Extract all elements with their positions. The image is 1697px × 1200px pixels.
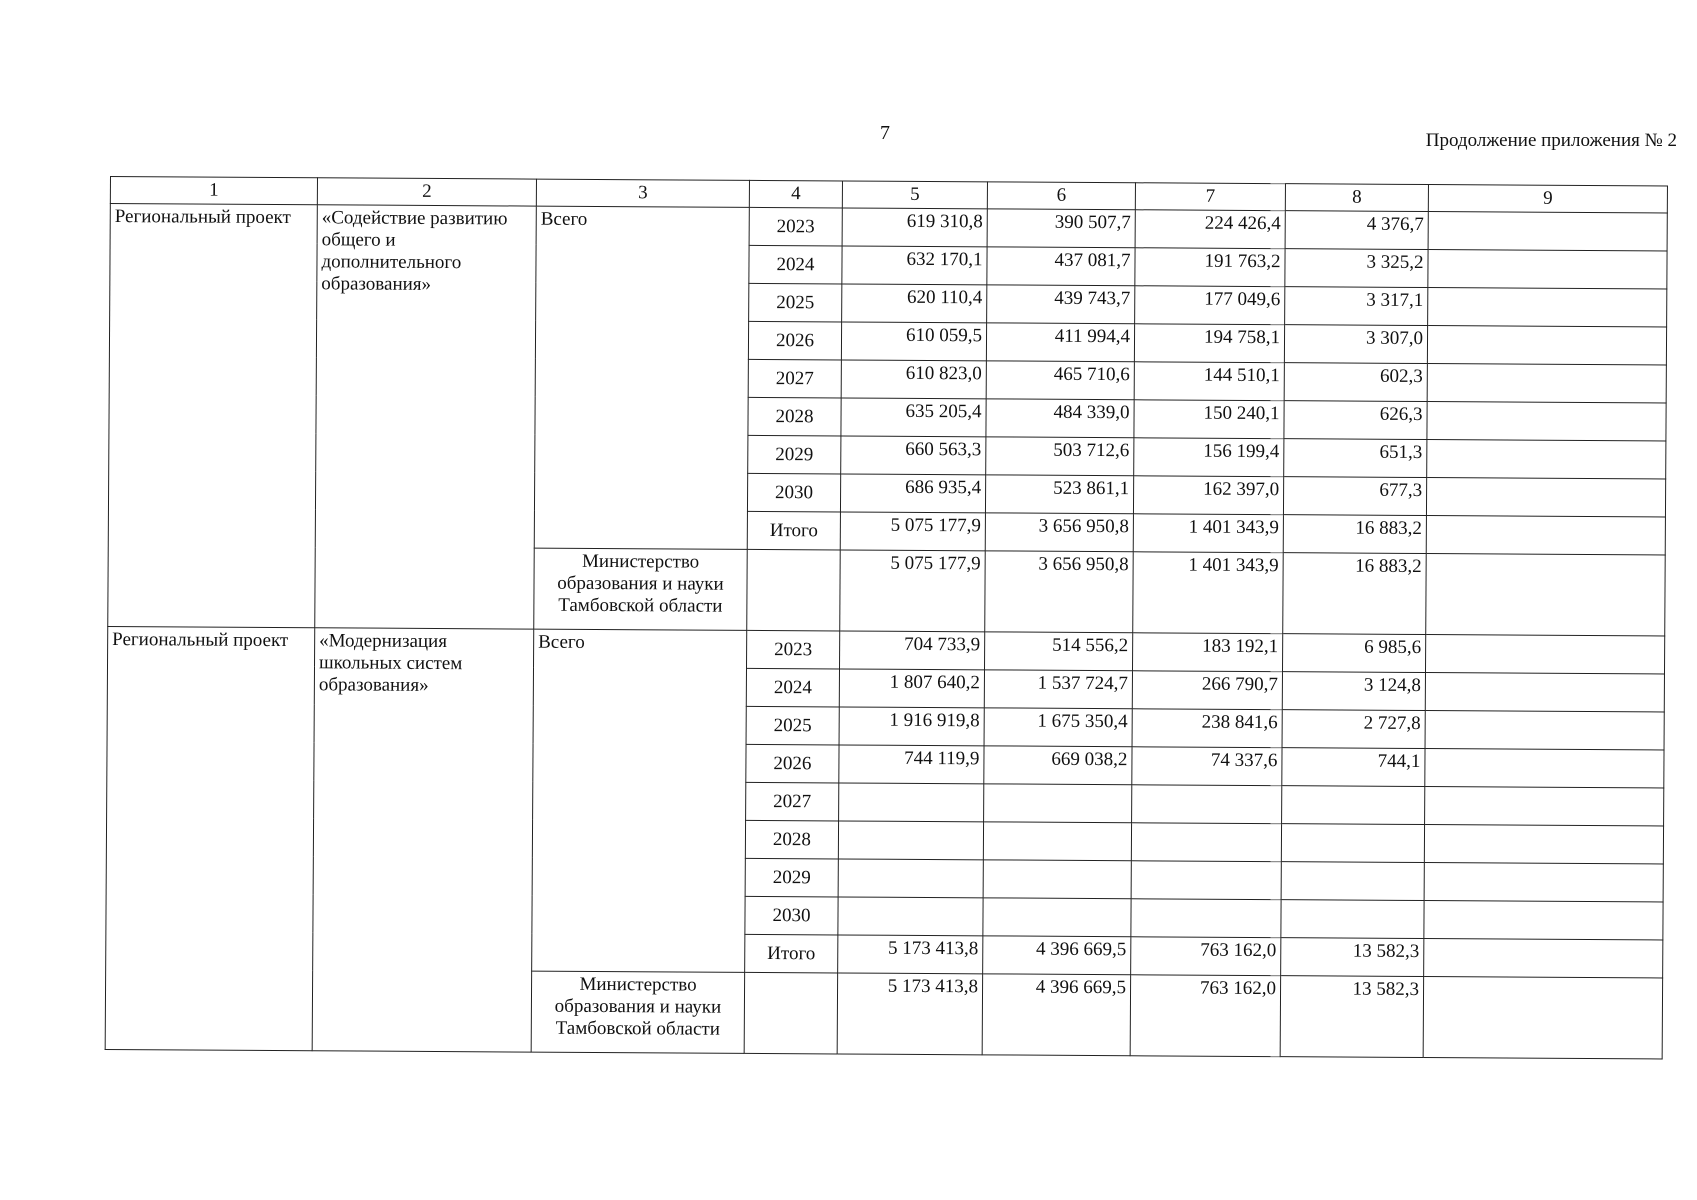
value-cell-7: 266 790,7	[1132, 671, 1282, 710]
table-row	[108, 626, 1665, 674]
ministry-name: Министерство образования и науки Тамбовской области	[531, 971, 744, 1053]
value-cell-6: 1 537 724,7	[984, 670, 1132, 709]
header-col-8: 8	[1285, 184, 1428, 212]
value-cell-6: 484 339,0	[986, 399, 1134, 438]
value-cell-5: 620 110,4	[842, 284, 987, 323]
value-cell-9	[1424, 901, 1663, 940]
value-cell-8: 3 307,0	[1284, 325, 1427, 364]
budget-table	[105, 176, 1668, 1060]
value-cell-5	[839, 783, 984, 822]
year-cell: 2023	[747, 630, 840, 669]
value-cell-8: 602,3	[1284, 363, 1427, 402]
ministry-value-cell-4	[747, 549, 840, 631]
value-cell-6: 1 675 350,4	[984, 708, 1132, 747]
value-cell-7: 183 192,1	[1132, 633, 1282, 672]
value-cell-7: 162 397,0	[1133, 476, 1283, 515]
value-cell-6: 411 994,4	[986, 323, 1134, 362]
value-cell-8: 651,3	[1284, 439, 1427, 478]
value-cell-7	[1131, 861, 1281, 900]
year-cell: 2025	[746, 706, 839, 745]
value-cell-5: 660 563,3	[841, 436, 986, 475]
year-cell: 2026	[748, 321, 841, 360]
ministry-value-cell-8: 13 582,3	[1280, 976, 1423, 1058]
value-cell-5: 1 916 919,8	[839, 707, 984, 746]
ministry-value-cell-6: 3 656 950,8	[985, 551, 1133, 633]
value-cell-9	[1424, 863, 1663, 902]
value-cell-7: 177 049,6	[1135, 286, 1285, 325]
year-cell: 2028	[745, 820, 838, 859]
year-cell: Итого	[745, 934, 838, 973]
page-number: 7	[880, 122, 890, 144]
year-cell: 2029	[748, 435, 841, 474]
value-cell-8: 6 985,6	[1282, 634, 1425, 673]
value-cell-9	[1426, 478, 1665, 517]
value-cell-9	[1425, 635, 1664, 674]
value-cell-6: 523 861,1	[985, 475, 1133, 514]
value-cell-5	[838, 821, 983, 860]
value-cell-5: 5 075 177,9	[840, 512, 985, 551]
header-col-9: 9	[1428, 185, 1667, 213]
value-cell-8: 744,1	[1282, 748, 1425, 787]
value-cell-8	[1281, 862, 1424, 901]
value-cell-5: 610 823,0	[841, 360, 986, 399]
ministry-value-cell-7: 763 162,0	[1130, 975, 1280, 1057]
header-col-5: 5	[842, 181, 987, 209]
total-label: Всего	[534, 206, 749, 549]
value-cell-8: 626,3	[1284, 401, 1427, 440]
value-cell-8: 16 883,2	[1283, 515, 1426, 554]
value-cell-7: 150 240,1	[1134, 400, 1284, 439]
continuation-label: Продолжение приложения № 2	[1425, 130, 1677, 151]
value-cell-9	[1427, 326, 1666, 365]
value-cell-6	[983, 860, 1131, 899]
project-type: Региональный проект	[105, 626, 315, 1050]
ministry-value-cell-5: 5 173 413,8	[837, 973, 982, 1055]
value-cell-8: 13 582,3	[1281, 938, 1424, 977]
value-cell-6	[984, 784, 1132, 823]
value-cell-9	[1426, 516, 1665, 555]
value-cell-9	[1427, 364, 1666, 403]
value-cell-5: 5 173 413,8	[838, 935, 983, 974]
value-cell-9	[1425, 787, 1664, 826]
value-cell-9	[1425, 711, 1664, 750]
ministry-value-cell-4	[744, 972, 837, 1054]
value-cell-7	[1131, 899, 1281, 938]
project-name: «Содействие развитию общего и дополнительного образования»	[315, 205, 537, 629]
ministry-value-cell-9	[1423, 977, 1662, 1059]
value-cell-8: 3 317,1	[1285, 287, 1428, 326]
value-cell-9	[1427, 402, 1666, 441]
year-cell: Итого	[747, 511, 840, 550]
year-cell: 2029	[745, 858, 838, 897]
value-cell-5	[838, 897, 983, 936]
year-cell: 2024	[749, 245, 842, 284]
value-cell-5: 619 310,8	[842, 208, 987, 247]
ministry-value-cell-5: 5 075 177,9	[840, 550, 985, 632]
year-cell: 2030	[747, 473, 840, 512]
value-cell-5: 632 170,1	[842, 246, 987, 285]
value-cell-7: 224 426,4	[1135, 210, 1285, 249]
value-cell-6: 437 081,7	[987, 247, 1135, 286]
table-row	[110, 204, 1667, 252]
value-cell-5: 686 935,4	[840, 474, 985, 513]
value-cell-7: 1 401 343,9	[1133, 514, 1283, 553]
value-cell-7	[1131, 823, 1281, 862]
value-cell-8	[1282, 786, 1425, 825]
value-cell-6: 390 507,7	[987, 209, 1135, 248]
value-cell-5: 1 807 640,2	[839, 669, 984, 708]
value-cell-8: 2 727,8	[1282, 710, 1425, 749]
header-col-3: 3	[536, 179, 749, 207]
year-cell: 2024	[746, 668, 839, 707]
year-cell: 2028	[748, 397, 841, 436]
value-cell-9	[1428, 288, 1667, 327]
value-cell-7: 144 510,1	[1134, 362, 1284, 401]
value-cell-6	[983, 898, 1131, 937]
value-cell-5: 610 059,5	[841, 322, 986, 361]
value-cell-9	[1425, 673, 1664, 712]
value-cell-7: 194 758,1	[1134, 324, 1284, 363]
header-col-6: 6	[987, 182, 1135, 210]
value-cell-5: 704 733,9	[840, 631, 985, 670]
year-cell: 2023	[749, 207, 842, 246]
value-cell-9	[1425, 749, 1664, 788]
value-cell-8: 4 376,7	[1285, 211, 1428, 250]
value-cell-8: 677,3	[1283, 477, 1426, 516]
total-label: Всего	[532, 629, 747, 972]
ministry-value-cell-8: 16 883,2	[1283, 553, 1426, 635]
value-cell-6: 439 743,7	[987, 285, 1135, 324]
header-col-7: 7	[1135, 183, 1285, 211]
value-cell-5: 635 205,4	[841, 398, 986, 437]
ministry-value-cell-7: 1 401 343,9	[1133, 552, 1283, 634]
value-cell-8: 3 124,8	[1282, 672, 1425, 711]
value-cell-5	[838, 859, 983, 898]
value-cell-6: 669 038,2	[984, 746, 1132, 785]
value-cell-5: 744 119,9	[839, 745, 984, 784]
value-cell-8: 3 325,2	[1285, 249, 1428, 288]
value-cell-6: 514 556,2	[984, 632, 1132, 671]
year-cell: 2026	[746, 744, 839, 783]
value-cell-6: 503 712,6	[986, 437, 1134, 476]
value-cell-9	[1428, 250, 1667, 289]
value-cell-9	[1428, 212, 1667, 251]
value-cell-9	[1427, 440, 1666, 479]
year-cell: 2025	[749, 283, 842, 322]
header-col-1: 1	[110, 177, 317, 205]
value-cell-7: 763 162,0	[1131, 937, 1281, 976]
value-cell-7: 156 199,4	[1134, 438, 1284, 477]
year-cell: 2027	[746, 782, 839, 821]
value-cell-7: 238 841,6	[1132, 709, 1282, 748]
year-cell: 2030	[745, 896, 838, 935]
year-cell: 2027	[748, 359, 841, 398]
value-cell-7	[1132, 785, 1282, 824]
value-cell-6	[983, 822, 1131, 861]
ministry-name: Министерство образования и науки Тамбовской области	[534, 548, 747, 630]
value-cell-7: 74 337,6	[1132, 747, 1282, 786]
project-name: «Модернизация школьных систем образования»	[312, 628, 534, 1052]
value-cell-8	[1281, 900, 1424, 939]
value-cell-9	[1424, 825, 1663, 864]
ministry-value-cell-6: 4 396 669,5	[982, 974, 1130, 1056]
value-cell-6: 465 710,6	[986, 361, 1134, 400]
value-cell-8	[1281, 824, 1424, 863]
header-col-4: 4	[749, 180, 842, 208]
ministry-value-cell-9	[1426, 554, 1665, 636]
value-cell-6: 3 656 950,8	[985, 513, 1133, 552]
value-cell-6: 4 396 669,5	[983, 936, 1131, 975]
project-type: Региональный проект	[108, 204, 318, 628]
header-col-2: 2	[317, 178, 536, 206]
value-cell-9	[1424, 939, 1663, 978]
value-cell-7: 191 763,2	[1135, 248, 1285, 287]
